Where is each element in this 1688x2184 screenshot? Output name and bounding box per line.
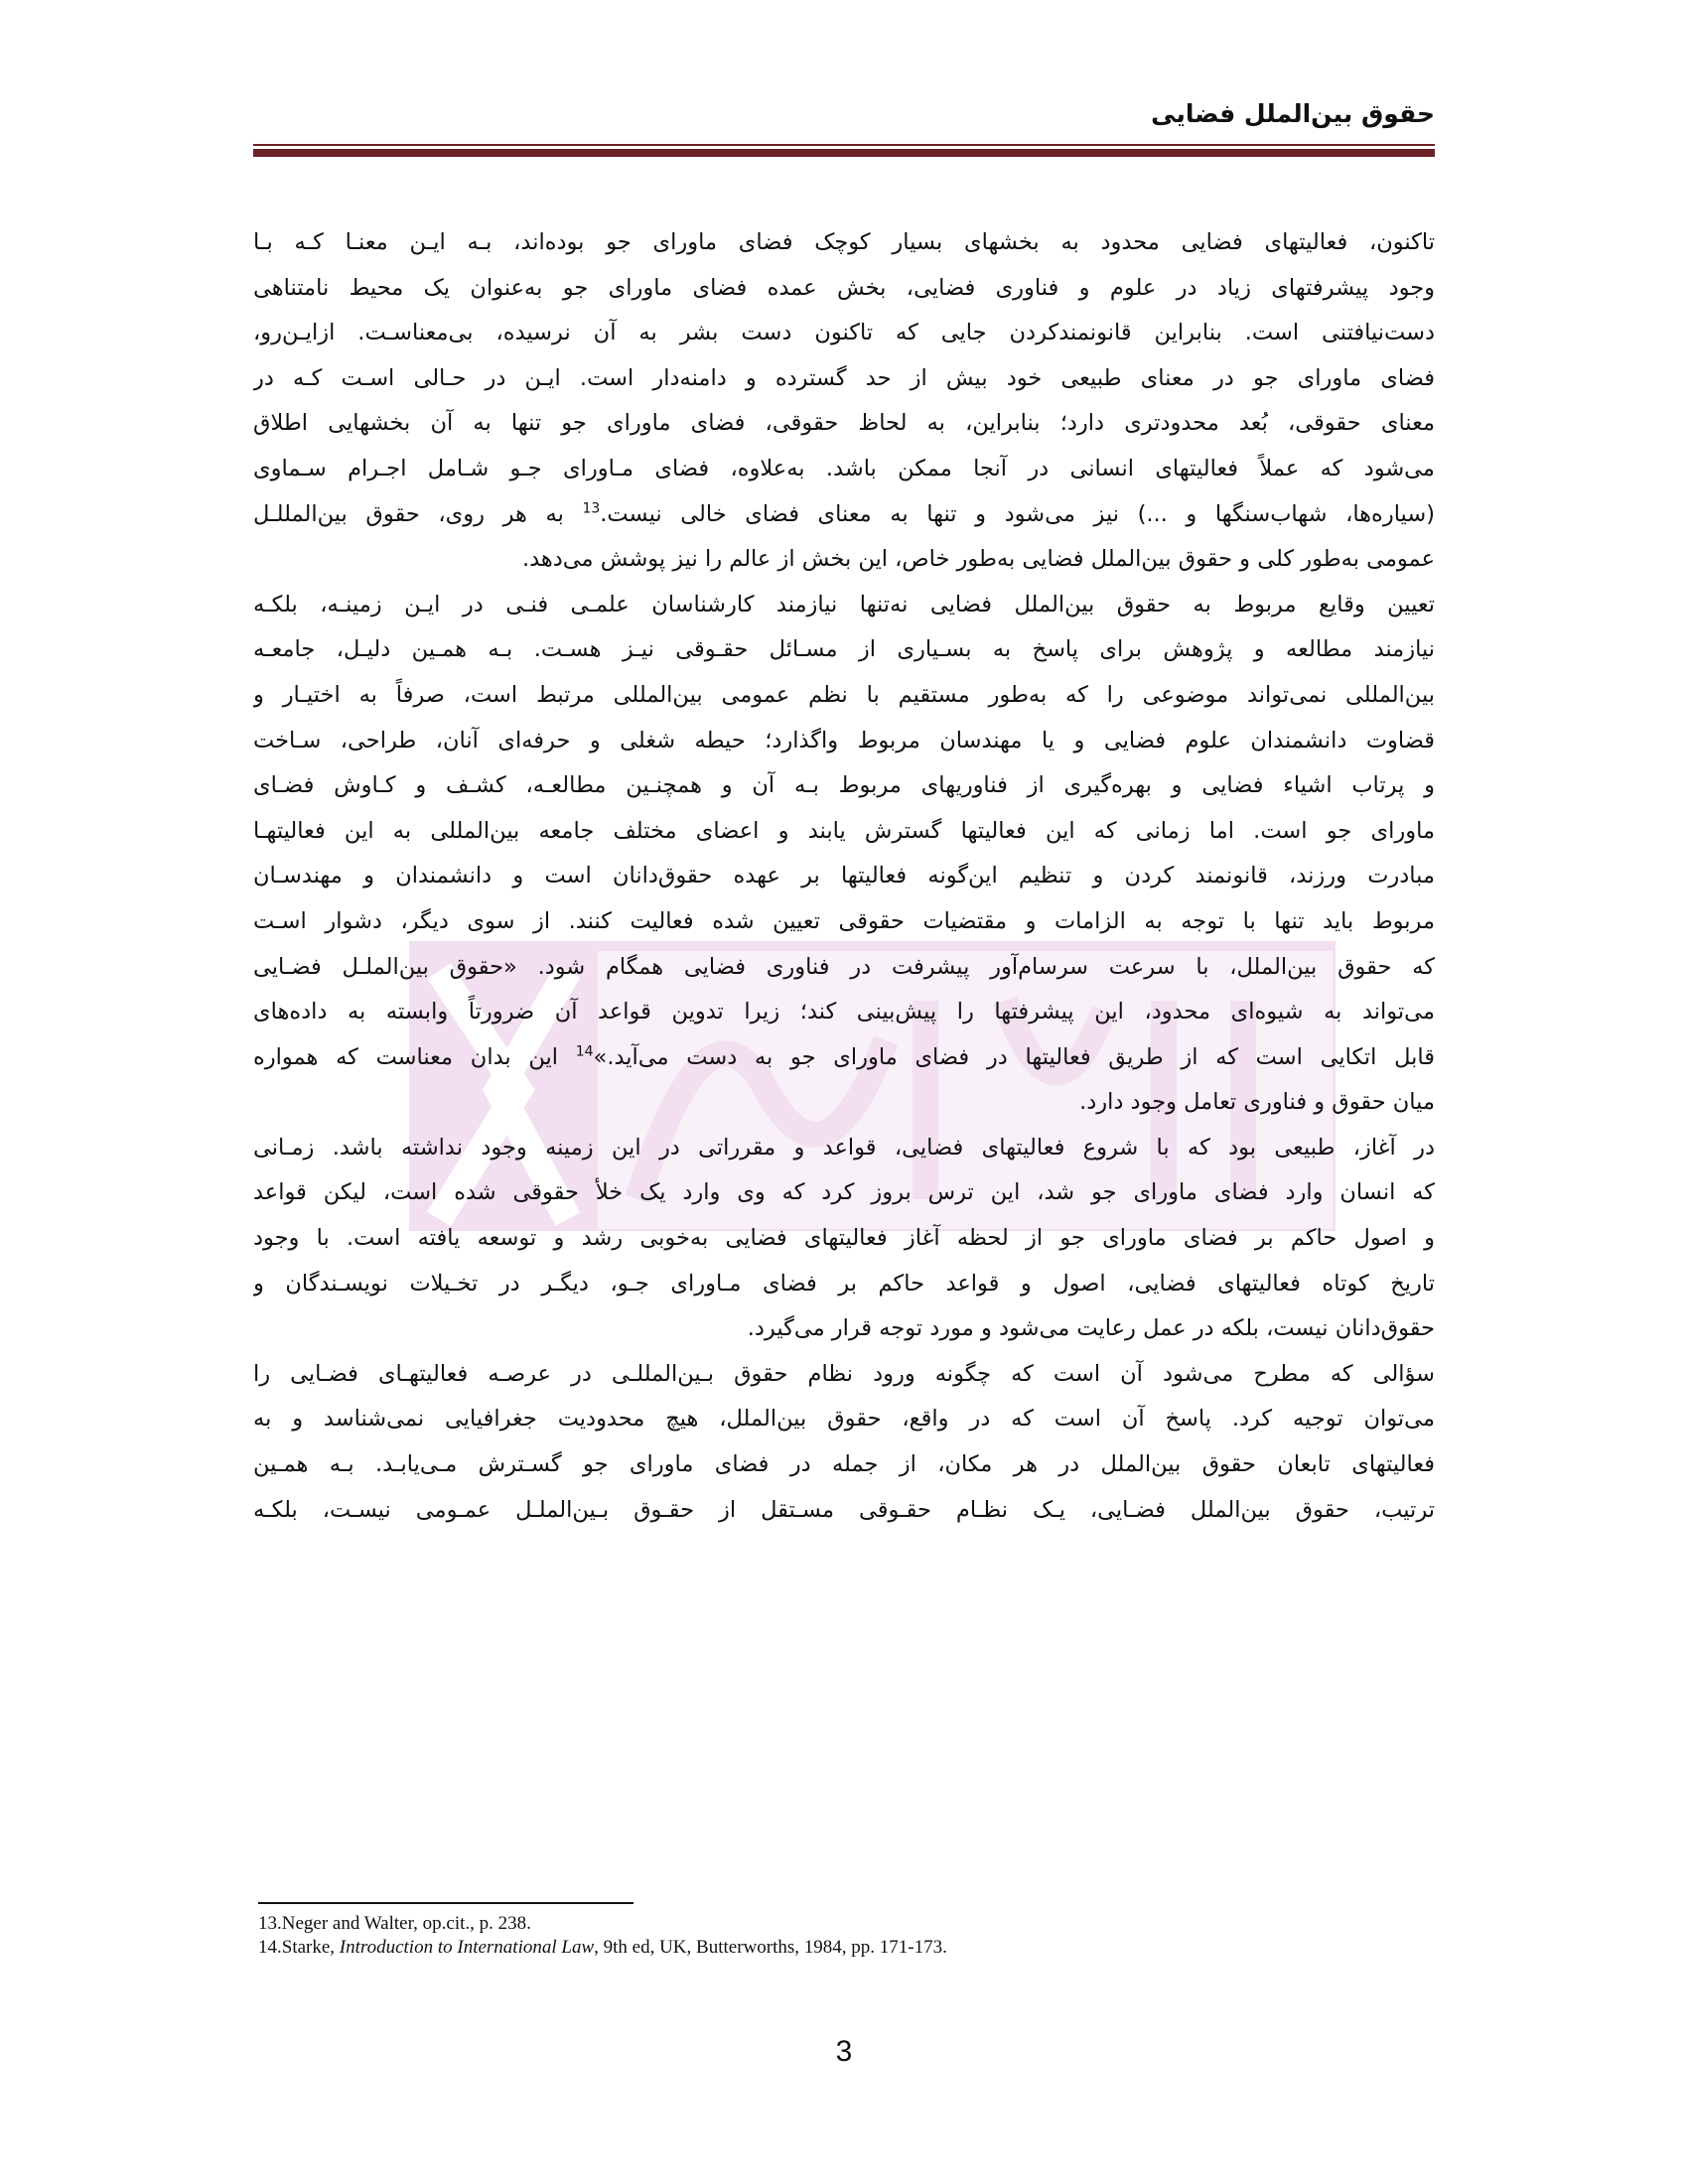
body-line-part: (سیاره‌ها، شهاب‌سنگها و ...) نیز می‌شود و تنها به معنای فضای خالی نیست. xyxy=(600,500,1435,527)
body-line: و پرتاب اشیاء فضایی و بهره‌گیری از فناوریهای مربوط بـه آن و همچنـین مطالعـه، کشـف و کـاوش فضـای xyxy=(253,772,1435,799)
body-line: فضای ماورای جو در معنای طبیعی خود بیش از حد گسترده و دامنه‌دار است. ایـن در حـالی اسـت کـه در xyxy=(253,364,1435,391)
header-rule-thin xyxy=(253,144,1435,146)
footnote-14-prefix: 14.Starke, xyxy=(258,1937,340,1958)
body-line: بین‌المللی نمی‌تواند موضوعی را که به‌طور مستقیم با نظم عمومی بین‌المللی مرتبط است، صرفاً به اختیـار و xyxy=(253,681,1435,708)
footnote-13: 13.Neger and Walter, op.cit., p. 238. xyxy=(258,1913,531,1934)
body-line-part: قابل اتکایی است که از طریق فعالیتها در فضای ماورای جو به دست می‌آید.» xyxy=(593,1043,1435,1070)
body-line: مربوط باید تنها با توجه به الزامات و مقتضیات حقوقی تعیین شده فعالیت کنند. از سوی دیگر، دشوار اسـت xyxy=(253,907,1435,934)
body-line: نیازمند مطالعه و پژوهش برای پاسخ به بسـیاری از مسـائل حقـوقی نیـز هسـت. بـه همـین دلیـل، جامعـه xyxy=(253,636,1435,663)
body-line: و اصول حاکم بر فضای ماورای جو از لحظه آغاز فعالیتهای فضایی به‌خوبی رشد و توسعه یافته است. با وجود xyxy=(253,1225,1435,1252)
body-line-with-footnote xyxy=(253,1035,1435,1081)
body-line: که انسان وارد فضای ماورای جو شد، این ترس بروز کرد که وی وارد یک خلأ حقوقی شده است، لیکن قواعد xyxy=(253,1179,1435,1206)
footnote-14-title: Introduction to International Law xyxy=(339,1937,595,1958)
footnote-ref-13[interactable]: 13 xyxy=(582,500,601,517)
body-line: در آغاز، طبیعی بود که با شروع فعالیتهای فضایی، قواعد و مقرراتی در این زمینه وجود نداشته باشد. زمـانی xyxy=(253,1134,1435,1160)
body-line: ترتیب، حقوق بین‌الملل فضـایی، یـک نظـام حقـوقی مسـتقل از حقـوق بـین‌الملـل عمـومی نیسـت، بلکـه xyxy=(253,1496,1435,1523)
header-rule-thick xyxy=(253,149,1435,157)
running-header-title: حقوق بین‌الملل فضایی xyxy=(1151,99,1435,128)
footnote-separator xyxy=(258,1902,633,1904)
page-number: 3 xyxy=(835,2035,853,2068)
footnote-14 xyxy=(258,1936,1350,1960)
body-line: حقوق‌دانان نیست، بلکه در عمل رعایت می‌شود و مورد توجه قرار می‌گیرد. xyxy=(747,1315,1435,1342)
body-line-part: این بدان معناست که همواره xyxy=(253,1043,558,1070)
body-line: قضاوت دانشمندان علوم فضایی و یا مهندسان مربوط واگذارد؛ حیطه شغلی و حرفه‌ای آنان، طراحی، سـاخت xyxy=(253,727,1435,753)
body-line: وجود پیشرفتهای زیاد در علوم و فناوری فضایی، بخش عمده فضای ماورای جو به‌عنوان یک محیط نامتناهی xyxy=(253,274,1435,301)
footnote-14-suffix: , 9th ed, UK, Butterworths, 1984, pp. 171-173. xyxy=(594,1937,947,1958)
body-line: می‌تواند به شیوه‌ای محدود، این پیشرفتها را پیش‌بینی کند؛ زیرا تدوین قواعد آن ضرورتاً وابسته به داده‌های xyxy=(253,999,1435,1025)
body-line: معنای حقوقی، بُعد محدودتری دارد؛ بنابراین، به لحاظ حقوقی، فضای ماورای جو تنها به آن بخشهایی اطلاق xyxy=(253,410,1435,437)
body-line: تاکنون، فعالیتهای فضایی محدود به بخشهای بسیار کوچک فضای ماورای جو بوده‌اند، بـه ایـن معنـا کـه بـا xyxy=(253,229,1435,255)
footnotes xyxy=(258,1912,1350,1960)
body-line: فعالیتهای تابعان حقوق بین‌الملل در هر مکان، از جمله در فضای ماورای جو گسـترش مـی‌یابـد. بـه همـین xyxy=(253,1451,1435,1478)
body-line-part: به هر روی، حقوق بین‌المللـل xyxy=(253,500,564,527)
body-line: که حقوق بین‌الملل، با سرعت سرسام‌آور پیشرفت در فناوری فضایی همگام شود. «حقوق بین‌الملـل فضـایی xyxy=(253,953,1435,980)
footnote-ref-14[interactable]: 14 xyxy=(575,1043,594,1060)
body-line: می‌شود که عملاً فعالیتهای انسانی در آنجا ممکن باشد. به‌علاوه، فضای مـاورای جـو شـامل اجـرام سـماوی xyxy=(253,455,1435,481)
body-line-with-footnote xyxy=(253,492,1435,538)
body-text xyxy=(253,220,1435,1533)
body-line: میان حقوق و فناوری تعامل وجود دارد. xyxy=(1079,1089,1435,1116)
body-line: تاریخ کوتاه فعالیتهای فضایی، اصول و قواعد حاکم بر فضای مـاورای جـو، دیگـر در تخـیلات نویسـندگان و xyxy=(253,1270,1435,1297)
body-line: سؤالی که مطرح می‌شود آن است که چگونه ورود نظام حقوق بـین‌المللـی در عرصـه فعالیتهـای فضـایی را xyxy=(253,1360,1435,1387)
body-line: ماورای جو است. اما زمانی که این فعالیتها گسترش یابند و اعضای مختلف جامعه بین‌المللی به این فعالیتهـا xyxy=(253,817,1435,844)
body-line: عمومی به‌طور کلی و حقوق بین‌الملل فضایی به‌طور خاص، این بخش از عالم را نیز پوشش می‌دهد. xyxy=(521,546,1435,573)
body-line: می‌توان توجیه کرد. پاسخ آن است که در واقع، حقوق بین‌الملل، هیچ محدودیت جغرافیایی نمی‌شناسد و به xyxy=(253,1406,1435,1433)
body-line: دست‌نیافتنی است. بنابراین قانونمندکردن جایی که تاکنون دست بشر به آن نرسیده، بی‌معناسـت. ازایـن‌رو، xyxy=(253,320,1435,346)
body-line: تعیین وقایع مربوط به حقوق بین‌الملل فضایی نه‌تنها نیازمند کارشناسان علمـی فنـی در ایـن زمینـه، بلکـه xyxy=(253,591,1435,617)
body-line: مبادرت ورزند، قانونمند کردن و تنظیم این‌گونه فعالیتها بر عهده حقوق‌دانان است و دانشمندان و مهندسـان xyxy=(253,863,1435,889)
